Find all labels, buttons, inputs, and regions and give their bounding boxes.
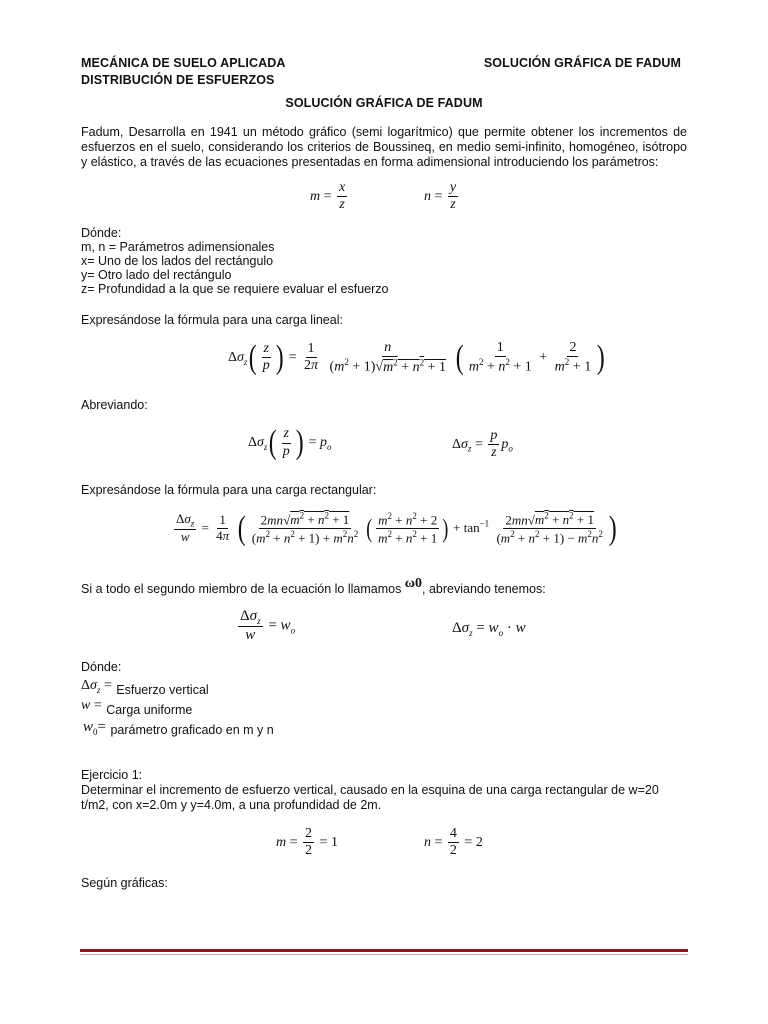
where-item-y: y= Otro lado del rectángulo xyxy=(81,268,232,282)
equation-m: m = $\frac{x}{z}$ xyxy=(310,180,346,213)
equation-rect-load: $\frac{\Delta\sigma_z}{w}$ = $\frac{1}{4\pi}$ ( $\frac{2mn√m^2 + n^2 + 1}{(m^2 + n^2 + 1) + m^2n^2}$ ( $\frac{m^2 + n^2 + 2}{m^2 + n^2 + 1}$ ) + $\tan^{-1}$ $\frac{2mn√m^2 + n^2 + 1}{(m^2 + n^2 + 1) - m^2n^2}$ ) xyxy=(176,509,617,547)
where2-row-stress xyxy=(81,676,209,695)
equation-abbrev-1: $\Delta\sigma_z$( $\frac{z}{p}$ ) = $p_o$ xyxy=(248,424,332,461)
equation-omega-1: $\frac{\Delta\sigma_z}{w}$ = $w_o$ xyxy=(240,608,296,644)
w-symbol: w = xyxy=(81,698,102,713)
where-item-x: x= Uno de los lados del rectángulo xyxy=(81,254,274,268)
equation-omega-2: $\Delta\sigma_z = w_o \cdot w$ xyxy=(452,620,526,638)
equation-exercise-n: n = $\frac{4}{2}$ = 2 xyxy=(424,826,483,859)
m-denominator: 2 xyxy=(305,843,313,859)
where2-row-param xyxy=(83,718,274,737)
header-subject: MECÁNICA DE SUELO APLICADA xyxy=(81,56,286,70)
linear-load-label: Expresándose la fórmula para una carga lineal: xyxy=(81,313,343,327)
w0-symbol: $w_0=$ xyxy=(83,719,106,737)
charts-label: Según gráficas: xyxy=(81,876,168,890)
omega-sentence-start: Si a todo el segundo miembro de la ecuación lo llamamos xyxy=(81,582,405,596)
header-topic: DISTRIBUCIÓN DE ESFUERZOS xyxy=(81,73,275,87)
exercise-title: Ejercicio 1: xyxy=(81,768,143,782)
equation-n: n = $\frac{y}{z}$ xyxy=(424,180,457,213)
where2-item-param: parámetro graficado en m y n xyxy=(110,723,274,737)
intro-paragraph: Fadum, Desarrolla en 1941 un método gráfico (semi logarítmico) que permite obtener los incrementos de esfuerzos en el suelo, considerando los criterios de Boussineq, en medio semi-infinito, homogéneo, isótropo y elástico, a través de las ecuaciones presentadas en forma adimensional introduciendo los parámetros: xyxy=(81,125,687,169)
n-value: 2 xyxy=(475,834,483,850)
delta-sigma-symbol: $\Delta\sigma_z$ = xyxy=(81,678,112,695)
where2-item-load: Carga uniforme xyxy=(106,703,193,717)
where2-item-stress: Esfuerzo vertical xyxy=(116,683,209,697)
equation-exercise-m: m = $\frac{2}{2}$ = 1 xyxy=(276,826,338,859)
equation-abbrev-2: $\Delta\sigma_z$ = $\frac{p}{z}$ $p_o$ xyxy=(452,428,513,461)
where-item-z: z= Profundidad a la que se requiere evaluar el esfuerzo xyxy=(81,282,389,296)
where2-row-load xyxy=(81,696,193,717)
where2-title: Dónde: xyxy=(81,660,122,674)
footer-rule-thin xyxy=(80,954,688,955)
n-denominator: 2 xyxy=(449,843,457,859)
header-right-title: SOLUCIÓN GRÁFICA DE FADUM xyxy=(483,56,681,70)
page-title: SOLUCIÓN GRÁFICA DE FADUM xyxy=(285,96,483,110)
footer-rule xyxy=(80,949,688,952)
where-title: Dónde: xyxy=(81,226,122,240)
m-value: 1 xyxy=(330,834,338,850)
where-item-mn: m, n = Parámetros adimensionales xyxy=(81,240,275,254)
abbrev-label: Abreviando: xyxy=(81,398,148,412)
n-numerator: 4 xyxy=(448,826,459,843)
exercise-text: Determinar el incremento de esfuerzo vertical, causado en la esquina de una carga rectangular de w=20 t/m2, con x=2.0m y y=4.0m, a una profundidad de 2m. xyxy=(81,783,659,812)
omega-sentence xyxy=(81,576,546,597)
m-numerator: 2 xyxy=(303,826,314,843)
omega-symbol: ω0 xyxy=(404,576,423,591)
equation-linear-load: $\Delta\sigma_z$( $\frac{z}{p}$ ) = $\frac{1}{2\pi}$ $\frac{n}{(m^2 + 1)√m^2 + n^2 + 1}$ ( $\frac{1}{m^2 + n^2 + 1}$ + $\frac{2}{m^2 + 1}$ ) xyxy=(228,338,605,376)
omega-sentence-end: , abreviando tenemos: xyxy=(422,582,546,596)
rect-load-label: Expresándose la fórmula para una carga rectangular: xyxy=(81,483,377,497)
